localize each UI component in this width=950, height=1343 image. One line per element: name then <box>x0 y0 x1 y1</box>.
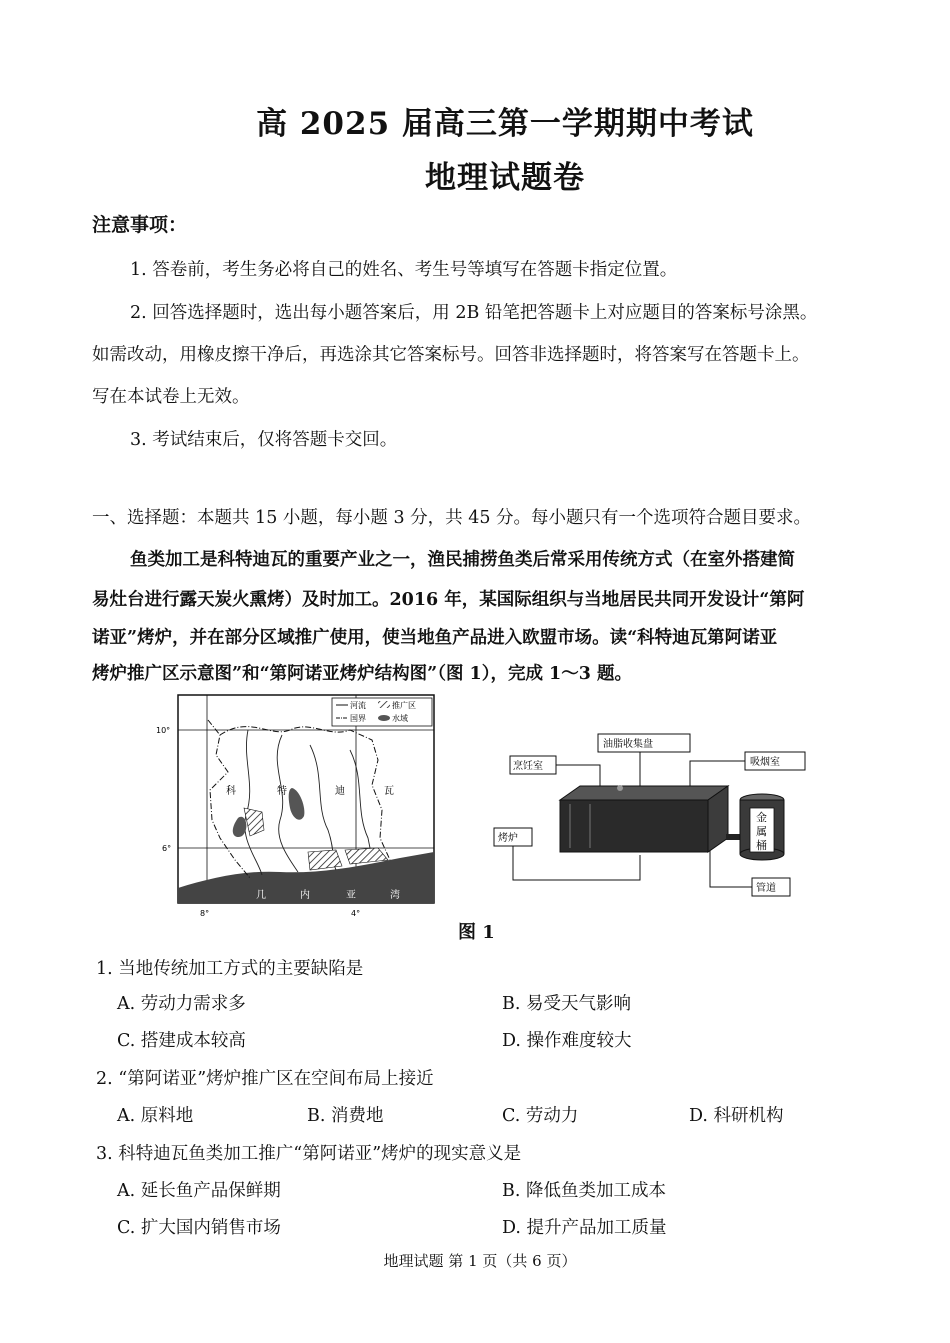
gulf-char-4: 湾 <box>390 890 400 901</box>
notice-line-4: 写在本试卷上无效。 <box>92 387 250 407</box>
notice-line-3: 如需改动，用橡皮擦干净后，再选涂其它答案标号。回答非选择题时，将答案写在答题卡上。 <box>92 345 810 365</box>
exam-subtitle: 地理试题卷 <box>425 160 585 196</box>
gulf-char-3: 亚 <box>346 890 356 901</box>
label-smoking-room: 吸烟室 <box>750 757 780 768</box>
legend-river: 河流 <box>350 701 366 710</box>
legend-border: 国界 <box>350 714 366 723</box>
label-stove: 烤炉 <box>498 833 518 844</box>
question-2-option-c: C. 劳动力 <box>502 1106 579 1126</box>
question-2-option-a: A. 原料地 <box>117 1106 194 1126</box>
question-1-option-c: C. 搭建成本较高 <box>117 1031 246 1051</box>
question-3-option-c: C. 扩大国内销售市场 <box>117 1218 281 1238</box>
passage-line-2: 易灶台进行露天炭火熏烤）及时加工。2016 年，某国际组织与当地居民共同开发设计“第阿 <box>92 590 805 610</box>
exam-title: 高 2025 届高三第一学期期中考试 <box>256 106 754 142</box>
oven-structure-diagram <box>490 730 820 900</box>
notice-heading: 注意事项： <box>92 214 188 236</box>
label-pipe: 管道 <box>756 883 776 894</box>
label-grease-tray: 油脂收集盘 <box>603 739 653 750</box>
question-3-stem: 3. 科特迪瓦鱼类加工推广“第阿诺亚”烤炉的现实意义是 <box>96 1144 522 1164</box>
legend-promotion: 推广区 <box>392 701 416 710</box>
passage-line-3: 诺亚”烤炉，并在部分区域推广使用，使当地鱼产品进入欧盟市场。读“科特迪瓦第阿诺亚 <box>92 628 778 648</box>
passage-line-1: 鱼类加工是科特迪瓦的重要产业之一，渔民捕捞鱼类后常采用传统方式（在室外搭建简 <box>130 550 795 570</box>
question-1-option-d: D. 操作难度较大 <box>502 1031 632 1051</box>
country-char-4: 瓦 <box>384 786 394 797</box>
barrel-char-2: 属 <box>756 825 767 838</box>
question-1-stem: 1. 当地传统加工方式的主要缺陷是 <box>96 959 364 979</box>
question-1-option-a: A. 劳动力需求多 <box>117 994 246 1014</box>
country-char-1: 科 <box>226 786 236 797</box>
label-cooking-room: 烹饪室 <box>513 761 543 772</box>
question-2-option-b: B. 消费地 <box>307 1106 384 1126</box>
question-3-option-d: D. 提升产品加工质量 <box>502 1218 667 1238</box>
question-2-option-d: D. 科研机构 <box>689 1106 784 1126</box>
passage-line-4: 烤炉推广区示意图”和“第阿诺亚烤炉结构图”（图 1），完成 1～3 题。 <box>92 664 633 684</box>
barrel-char-1: 金 <box>756 811 767 824</box>
lon-label-8: 8° <box>200 909 210 918</box>
promotion-area-map <box>150 690 440 920</box>
lat-label-6: 6° <box>162 844 172 853</box>
section-heading: 一、选择题：本题共 15 小题，每小题 3 分，共 45 分。每小题只有一个选项符合题目要求。 <box>92 508 812 528</box>
legend-water: 水域 <box>392 714 408 723</box>
barrel-char-3: 桶 <box>756 839 767 852</box>
question-1-option-b: B. 易受天气影响 <box>502 994 631 1014</box>
notice-line-1: 1. 答卷前，考生务必将自己的姓名、考生号等填写在答题卡指定位置。 <box>130 260 678 280</box>
question-3-option-a: A. 延长鱼产品保鲜期 <box>117 1181 281 1201</box>
gulf-char-1: 几 <box>256 890 266 901</box>
country-char-3: 迪 <box>335 786 345 797</box>
country-char-2: 特 <box>277 786 287 797</box>
lon-label-4: 4° <box>351 909 361 918</box>
page-footer: 地理试题 第 1 页（共 6 页） <box>383 1252 577 1270</box>
figure-caption: 图 1 <box>458 922 495 943</box>
question-2-stem: 2. “第阿诺亚”烤炉推广区在空间布局上接近 <box>96 1069 434 1089</box>
notice-line-5: 3. 考试结束后，仅将答题卡交回。 <box>130 430 398 450</box>
question-3-option-b: B. 降低鱼类加工成本 <box>502 1181 666 1201</box>
notice-line-2: 2. 回答选择题时，选出每小题答案后，用 2B 铅笔把答题卡上对应题目的答案标号涂黑。 <box>130 303 818 323</box>
gulf-char-2: 内 <box>300 890 310 901</box>
lat-label-10: 10° <box>156 726 171 735</box>
